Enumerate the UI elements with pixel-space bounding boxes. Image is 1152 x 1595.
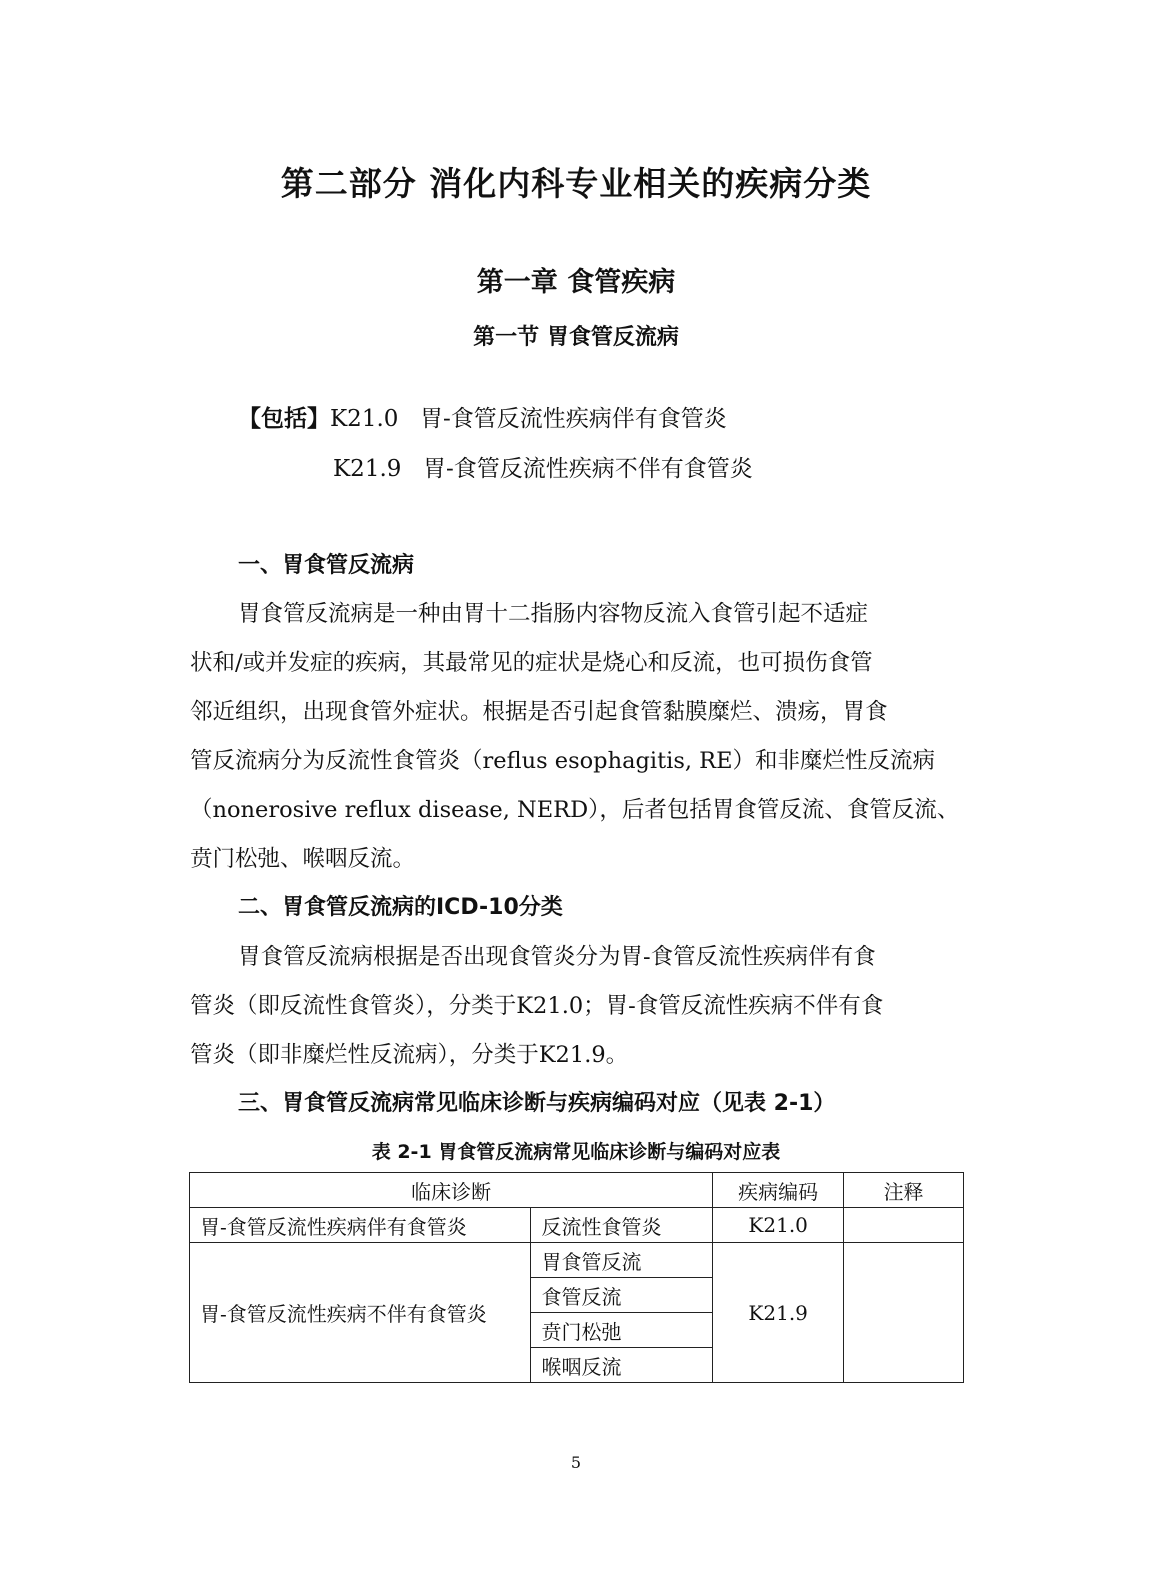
table-row bbox=[190, 1208, 964, 1243]
include-name: 胃-食管反流性疾病伴有食管炎 bbox=[420, 406, 727, 432]
table-cell-subtype: 贲门松弛 bbox=[531, 1313, 713, 1348]
section-3-heading: 三、胃食管反流病常见临床诊断与疾病编码对应（见表 2-1） bbox=[238, 1091, 836, 1116]
include-code: K21.0 bbox=[330, 406, 399, 432]
include-name: 胃-食管反流性疾病不伴有食管炎 bbox=[423, 456, 753, 482]
paragraph-line: 管炎（即非糜烂性反流病），分类于K21.9。 bbox=[190, 1042, 629, 1068]
paragraph-line: 贲门松弛、喉咽反流。 bbox=[190, 846, 416, 872]
table-header-row bbox=[190, 1173, 964, 1208]
table-cell-subtype: 胃食管反流 bbox=[531, 1243, 713, 1278]
table-caption: 表 2-1 胃食管反流病常见临床诊断与编码对应表 bbox=[371, 1141, 781, 1163]
table-cell-note bbox=[844, 1243, 964, 1383]
table-row bbox=[190, 1243, 964, 1278]
include-label: 【包括】 bbox=[238, 406, 330, 432]
table-cell-code: K21.9 bbox=[713, 1243, 844, 1383]
part-title: 第二部分 消化内科专业相关的疾病分类 bbox=[280, 164, 872, 203]
paragraph-line: （nonerosive reflux disease, NERD），后者包括胃食管反流、食管反流、 bbox=[190, 797, 960, 823]
paragraph-line: 状和/或并发症的疾病，其最常见的症状是烧心和反流，也可损伤食管 bbox=[190, 650, 873, 676]
table-cell-subtype: 食管反流 bbox=[531, 1278, 713, 1313]
diagnosis-code-table bbox=[189, 1172, 964, 1383]
table-cell-note bbox=[844, 1208, 964, 1243]
paragraph-line: 胃食管反流病根据是否出现食管炎分为胃-食管反流性疾病伴有食 bbox=[238, 944, 876, 970]
include-row-1 bbox=[238, 400, 727, 433]
table-header-cell: 临床诊断 bbox=[190, 1173, 713, 1208]
page-number: 5 bbox=[570, 1453, 582, 1472]
table-cell-diagnosis: 胃-食管反流性疾病伴有食管炎 bbox=[190, 1208, 531, 1243]
table-cell-code: K21.0 bbox=[713, 1208, 844, 1243]
table-header-cell: 注释 bbox=[844, 1173, 964, 1208]
paragraph-line: 管炎（即反流性食管炎），分类于K21.0；胃-食管反流性疾病不伴有食 bbox=[190, 993, 884, 1019]
section-2-heading: 二、胃食管反流病的ICD-10分类 bbox=[238, 895, 563, 920]
paragraph-line: 胃食管反流病是一种由胃十二指肠内容物反流入食管引起不适症 bbox=[238, 601, 869, 627]
section-title: 第一节 胃食管反流病 bbox=[473, 325, 679, 350]
paragraph-line: 邻近组织，出现食管外症状。根据是否引起食管黏膜糜烂、溃疡，胃食 bbox=[190, 699, 888, 725]
section-1-heading: 一、胃食管反流病 bbox=[238, 553, 415, 578]
chapter-title: 第一章 食管疾病 bbox=[476, 267, 676, 298]
table-header-cell: 疾病编码 bbox=[713, 1173, 844, 1208]
table-cell-subtype: 喉咽反流 bbox=[531, 1348, 713, 1383]
include-code: K21.9 bbox=[333, 456, 402, 482]
include-row-2 bbox=[333, 450, 753, 483]
table-cell-diagnosis: 胃-食管反流性疾病不伴有食管炎 bbox=[190, 1243, 531, 1383]
table-cell-subtype: 反流性食管炎 bbox=[531, 1208, 713, 1243]
paragraph-line: 管反流病分为反流性食管炎（reflus esophagitis, RE）和非糜烂性反流病 bbox=[190, 748, 936, 774]
